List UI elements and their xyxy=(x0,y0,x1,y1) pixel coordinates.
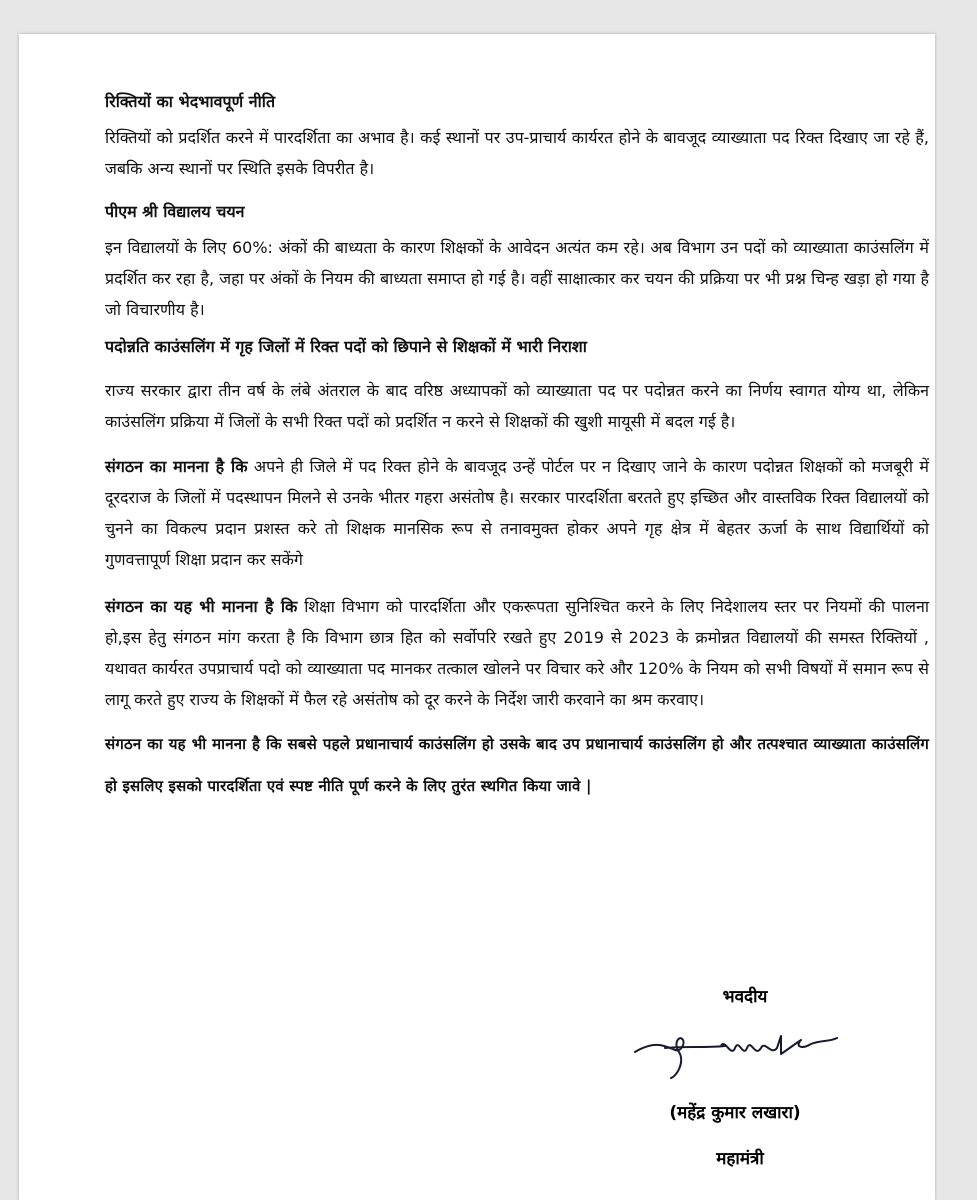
document-page xyxy=(19,34,935,1200)
section-text: रिक्तियों को प्रदर्शित करने में पारदर्शिता का अभाव है। कई स्थानों पर उप-प्राचार्य कार्यरत होने के बावजूद व्याख्याता पद रिक्त दिखाए जा रहे हैं, जबकि अन्य स्थानों पर स्थिति इसके विपरीत है। xyxy=(105,128,929,178)
signatory-name: (महेंद्र कुमार लखारा) xyxy=(669,1103,801,1123)
section-text: राज्य सरकार द्वारा तीन वर्ष के लंबे अंतराल के बाद वरिष्ठ अध्यापकों को व्याख्याता पद पर पदोन्नत करने का निर्णय स्वागत योग्य था, लेकिन काउंसलिंग प्रक्रिया में जिलों के सभी रिक्त पदों को प्रदर्शित न करने से शिक्षकों की खुशी मायूसी में बदल गई है। xyxy=(105,381,929,431)
section-heading: पदोन्नति काउंसलिंग में गृह जिलों में रिक्त पदों को छिपाने से शिक्षकों में भारी निराशा xyxy=(105,337,587,356)
paragraph-text: अपने ही जिले में पद रिक्त होने के बावजूद उन्हें पोर्टल पर न दिखाए जाने के कारण पदोन्नत शिक्षकों को मजबूरी में दूरदराज के जिलों में पदस्थापन मिलने से उनके भीतर गहरा असंतोष है। सरकार पारदर्शिता बरतते हुए इच्छित और वास्तविक रिक्त विद्यालयों को चुनने का विकल्प प्रदान प्रशस्त करे तो शिक्षक मानसिक रूप से तनावमुक्त होकर अपने गृह क्षेत्र में बेहतर ऊर्जा के साथ विद्यार्थियों को गुणवत्तापूर्ण शिक्षा प्रदान कर सकेंगे xyxy=(105,457,929,569)
section-heading: पीएम श्री विद्यालय चयन xyxy=(105,202,245,221)
paragraph-text: शिक्षा विभाग को पारदर्शिता और एकरूपता सुनिश्चित करने के लिए निदेशालय स्तर पर नियमों की पालना हो,इस हेतु संगठन मांग करता है कि विभाग छात्र हित को सर्वोपरि रखते हुए 2019 से 2023 के क्रमोन्नत विद्यालयों की समस्त रिक्तियों , यथावत कार्यरत उपप्राचार्य पदो को व्याख्याता पद मानकर तत्काल खोलने पर विचार करे और 120% के नियम को सभी विषयों में समान रूप से लागू करते हुए राज्य के शिक्षकों में फैल रहे असंतोष को दूर करने के निर्देश जारी करवाने का श्रम करवाए। xyxy=(105,597,929,709)
paragraph-lead: संगठन का मानना है कि xyxy=(105,457,248,476)
handwritten-signature xyxy=(625,1022,845,1086)
closing-salutation: भवदीय xyxy=(722,987,768,1007)
section-vacancy-policy xyxy=(105,88,929,184)
organization-opinion-paragraph xyxy=(105,451,929,575)
document-body xyxy=(105,88,929,807)
organization-demand-paragraph xyxy=(105,591,929,715)
section-heading: रिक्तियों का भेदभावपूर्ण नीति xyxy=(105,92,276,111)
section-text: इन विद्यालयों के लिए 60%: अंकों की बाध्यता के कारण शिक्षकों के आवेदन अत्यंत कम रहे। अब विभाग उन पदों को व्याख्याता काउंसलिंग में प्रदर्शित कर रहा है, जहा पर अंकों के नियम की बाध्यता समाप्त हो गई है। वहीं साक्षात्कार कर चयन की प्रक्रिया पर भी प्रश्न चिन्ह खड़ा हो गया है जो विचारणीय है। xyxy=(105,238,929,319)
section-promotion-counselling xyxy=(105,333,929,437)
paragraph-lead: संगठन का यह भी मानना है कि xyxy=(105,597,298,616)
final-statement: संगठन का यह भी मानना है कि सबसे पहले प्रधानाचार्य काउंसलिंग हो उसके बाद उप प्रधानाचार्य काउंसलिंग हो और तत्पश्चात व्याख्याता काउंसलिंग हो इसलिए इसको पारदर्शिता एवं स्पष्ट नीति पूर्ण करने के लिए तुरंत स्थगित किया जावे | xyxy=(105,735,929,795)
signatory-designation: महामंत्री xyxy=(716,1149,764,1169)
section-pm-shri xyxy=(105,198,929,325)
